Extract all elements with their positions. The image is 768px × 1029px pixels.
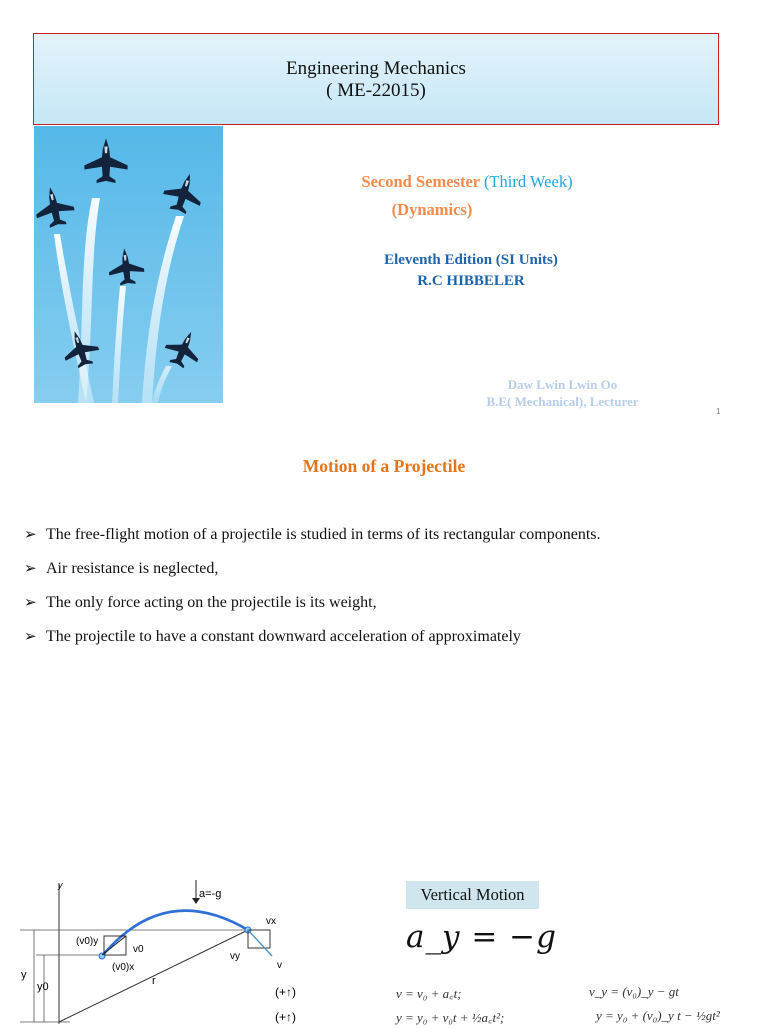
subject-label: (Dynamics)	[391, 200, 473, 219]
sign-convention-1: (+↑)	[275, 985, 296, 999]
list-item	[24, 620, 704, 654]
v0y-label: (v0)y	[76, 936, 99, 947]
bullet-text: The only force acting on the projectile is its weight,	[46, 594, 377, 611]
textbook-info	[240, 250, 702, 292]
semester-label: Second Semester	[361, 172, 480, 191]
acceleration-equation: a_y = −g	[406, 919, 557, 955]
semester-line	[232, 172, 702, 192]
projectile-diagram-svg	[0, 866, 300, 1024]
v0x-label: (v0)x	[112, 962, 135, 973]
bullet-text: Air resistance is neglected,	[46, 560, 219, 577]
lecturer-name: Daw Lwin Lwin Oo	[507, 377, 618, 392]
arrow-bullet-icon: ➢	[24, 561, 37, 577]
v-label: v	[277, 960, 282, 971]
arrow-bullet-icon: ➢	[24, 629, 37, 645]
arrow-bullet-icon: ➢	[24, 595, 37, 611]
list-item	[24, 586, 704, 620]
bullet-text: The projectile to have a constant downward acceleration of approximately	[46, 628, 521, 645]
y0-dimension-label: y0	[37, 981, 49, 993]
v0-vector	[102, 936, 126, 955]
velocity-equation-general: v = v₀ + a꜀t;	[396, 986, 462, 1001]
v0-label: v0	[133, 944, 144, 955]
r-label: r	[152, 975, 156, 987]
title-banner	[33, 33, 719, 125]
projectile-diagram	[0, 866, 300, 1024]
bullet-list	[24, 518, 704, 654]
position-equation-general: y = y₀ + v₀t + ½a꜀t²;	[396, 1010, 505, 1025]
list-item	[24, 552, 704, 586]
lecturer-info	[440, 376, 685, 410]
arrow-bullet-icon: ➢	[24, 527, 37, 543]
vertical-motion-label: Vertical Motion	[406, 881, 539, 909]
jet-formation-photo	[34, 126, 223, 403]
author-label: R.C HIBBELER	[417, 273, 525, 289]
course-title: Engineering Mechanics	[286, 58, 466, 79]
accel-label: a=-g	[199, 888, 222, 900]
axis-y-label: y	[58, 880, 63, 890]
week-label: (Third Week)	[483, 172, 573, 191]
course-code: ( ME-22015)	[326, 80, 426, 101]
y-dimension-label: y	[21, 969, 27, 981]
sign-convention-2: (+↑)	[275, 1010, 296, 1024]
position-equation-vertical: y = y₀ + (v₀)_y t − ½gt²	[596, 1008, 720, 1023]
velocity-equation-vertical: v_y = (v₀)_y − gt	[589, 984, 679, 999]
bullet-text: The free-flight motion of a projectile is studied in terms of its rectangular components.	[46, 526, 601, 543]
vx-label: vx	[266, 916, 276, 927]
lecturer-title: B.E( Mechanical), Lecturer	[486, 394, 639, 409]
section-heading: Motion of a Projectile	[302, 456, 466, 476]
trajectory-arc	[102, 911, 248, 956]
vy-label: vy	[230, 951, 240, 962]
jet-photo-svg	[34, 126, 223, 403]
edition-label: Eleventh Edition (SI Units)	[384, 252, 558, 268]
page-number: 1	[716, 407, 721, 416]
list-item	[24, 518, 704, 552]
v-vector	[248, 930, 272, 956]
